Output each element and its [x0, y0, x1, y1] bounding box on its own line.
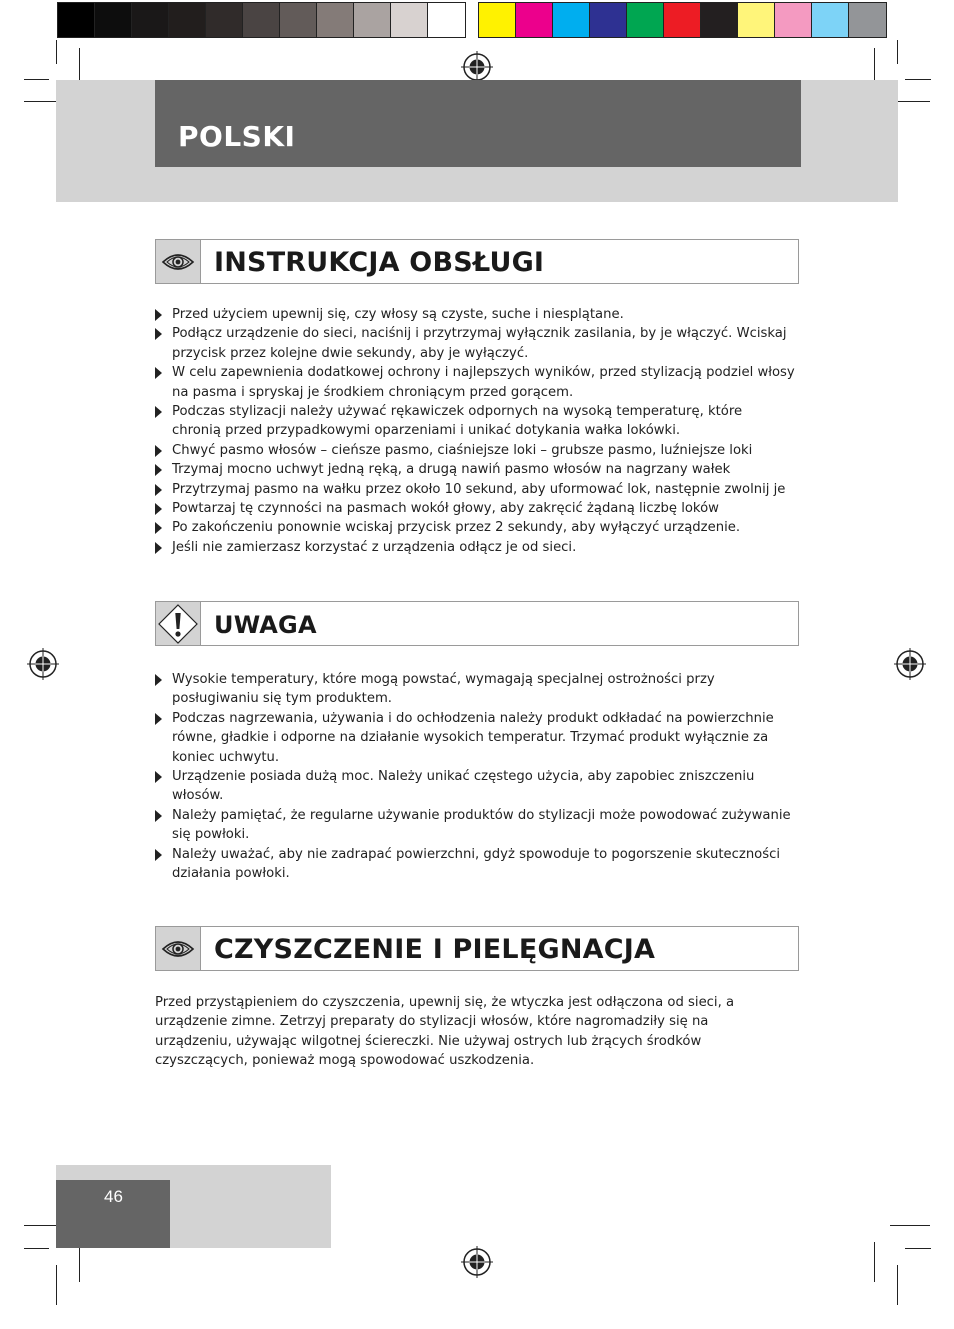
color-swatch [849, 3, 886, 37]
bullet-arrow-icon [155, 406, 162, 418]
section-title: CZYSZCZENIE I PIELĘGNACJA [214, 934, 656, 965]
section-heading-cleaning [155, 926, 799, 971]
color-swatch [738, 3, 775, 37]
registration-mark-icon [894, 648, 926, 680]
warning-list [155, 670, 795, 883]
list-item-text: Powtarzaj tę czynności na pasmach wokół głowy, aby zakręcić żądaną liczbę loków [172, 501, 719, 517]
color-swatch [553, 3, 590, 37]
bullet-arrow-icon [155, 309, 162, 321]
language-title: POLSKI [178, 120, 296, 153]
list-item-text: Podczas nagrzewania, używania i do ochłodzenia należy produkt odkładać na powierzchnie równe, gładkie i odporne na działanie wysokich temperatur. Trzymać produkt wyłącznie za koniec uchwytu. [172, 710, 774, 765]
color-swatch [58, 3, 95, 37]
list-item [155, 480, 795, 499]
color-swatch [627, 3, 664, 37]
list-item [155, 538, 795, 557]
list-item [155, 518, 795, 537]
list-item-text: Należy uważać, aby nie zadrapać powierzchni, gdyż spowoduje to pogorszenie skuteczności działania powłoki. [172, 846, 781, 882]
bullet-arrow-icon [155, 522, 162, 534]
eye-icon [156, 240, 201, 283]
list-item-text: Należy pamiętać, że regularne używanie produktów do stylizacji może powodować zużywanie się powłoki. [172, 807, 791, 843]
list-item [155, 845, 795, 884]
color-swatch [590, 3, 627, 37]
color-swatch [391, 3, 428, 37]
bullet-arrow-icon [155, 484, 162, 496]
color-swatch [479, 3, 516, 37]
list-item [155, 402, 795, 441]
bullet-arrow-icon [155, 810, 162, 822]
list-item-text: Przed użyciem upewnij się, czy włosy są czyste, suche i niesplątane. [172, 307, 624, 322]
bullet-arrow-icon [155, 464, 162, 476]
color-swatch [516, 3, 553, 37]
grayscale-swatches [57, 2, 466, 38]
color-calibration-bar [57, 2, 887, 38]
list-item-text: Po zakończeniu ponownie wciskaj przycisk przez 2 sekundy, aby wyłączyć urządzenie. [172, 520, 741, 536]
section-heading-instructions [155, 239, 799, 284]
color-swatches [478, 2, 887, 38]
list-item [155, 324, 795, 363]
list-item [155, 363, 795, 402]
color-swatch [775, 3, 812, 37]
list-item [155, 460, 795, 479]
list-item [155, 499, 795, 518]
color-swatch [169, 3, 206, 37]
bullet-arrow-icon [155, 674, 162, 686]
color-swatch [428, 3, 465, 37]
registration-mark-icon [461, 1246, 493, 1278]
bullet-arrow-icon [155, 445, 162, 457]
list-item [155, 709, 795, 767]
bullet-arrow-icon [155, 367, 162, 379]
list-item-text: Urządzenie posiada dużą moc. Należy unikać częstego użycia, aby zapobiec zniszczeniu włosów. [172, 769, 755, 804]
list-item-text: Chwyć pasmo włosów – cieńsze pasmo, ciaśniejsze loki – grubsze pasmo, luźniejsze loki [172, 442, 753, 458]
bullet-arrow-icon [155, 849, 162, 861]
bullet-arrow-icon [155, 503, 162, 515]
bullet-arrow-icon [155, 713, 162, 725]
bullet-arrow-icon [155, 771, 162, 783]
list-item-text: Jeśli nie zamierzasz korzystać z urządzenia odłącz je od sieci. [172, 539, 577, 555]
section-title: INSTRUKCJA OBSŁUGI [214, 247, 545, 278]
cleaning-paragraph: Przed przystąpieniem do czyszczenia, upewnij się, że wtyczka jest odłączona od sieci, a urządzenie zimne. Zetrzyj preparaty do stylizacji włosów, które nagromadziły się na urządzeniu, używając wilgotnej ściereczki. Nie używaj ostrych lub żrących środków czyszczących, ponieważ mogą spowodować uszkodzenia. [155, 995, 735, 1069]
color-swatch [812, 3, 849, 37]
list-item [155, 305, 795, 324]
registration-mark-icon [461, 51, 493, 83]
list-item [155, 806, 795, 845]
section-heading-warning [155, 601, 799, 646]
color-swatch [206, 3, 243, 37]
list-item-text: Wysokie temperatury, które mogą powstać, wymagają specjalnej ostrożności przy posługiwaniu się tym produktem. [172, 672, 715, 707]
list-item-text: W celu zapewnienia dodatkowej ochrony i najlepszych wyników, przed stylizacją podziel włosy na pasma i spryskaj je środkiem chroniącym przed gorącem. [172, 365, 795, 400]
list-item [155, 670, 795, 709]
color-swatch [317, 3, 354, 37]
color-swatch [664, 3, 701, 37]
color-swatch [243, 3, 280, 37]
instructions-list [155, 305, 795, 557]
list-item [155, 441, 795, 460]
eye-icon [156, 927, 201, 970]
list-item-text: Przytrzymaj pasmo na wałku przez około 10 sekund, aby uformować lok, następnie zwolnij je [172, 481, 786, 497]
section-title: UWAGA [214, 611, 317, 639]
color-swatch [280, 3, 317, 37]
bullet-arrow-icon [155, 328, 162, 340]
list-item-text: Trzymaj mocno uchwyt jedną ręką, a drugą nawiń pasmo włosów na nagrzany wałek [172, 462, 731, 478]
list-item-text: Podczas stylizacji należy używać rękawiczek odpornych na wysoką temperaturę, które chronią przed przypadkowymi oparzeniami i unikać dotykania wałka lokówki. [172, 404, 743, 439]
color-swatch [132, 3, 169, 37]
list-item-text: Podłącz urządzenie do sieci, naciśnij i przytrzymaj wyłącznik zasilania, by je włączyć. Wciskaj przycisk przez kolejne dwie sekundy, aby je wyłączyć. [172, 326, 787, 361]
list-item [155, 767, 795, 806]
registration-mark-icon [27, 648, 59, 680]
warning-icon [156, 602, 201, 645]
page-number: 46 [104, 1187, 123, 1206]
color-swatch [701, 3, 738, 37]
color-swatch [95, 3, 132, 37]
color-swatch [354, 3, 391, 37]
bullet-arrow-icon [155, 542, 162, 554]
